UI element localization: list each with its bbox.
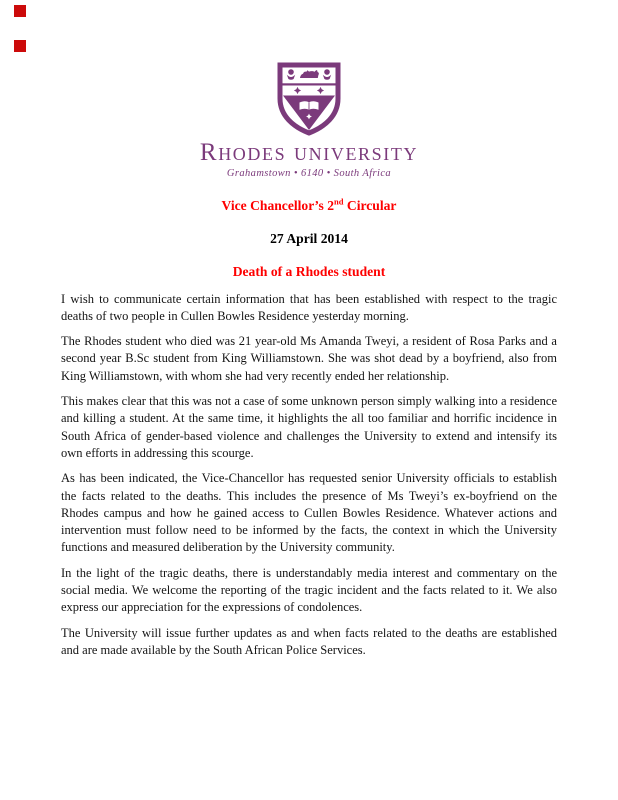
paragraph-context: This makes clear that this was not a case of some unknown person simply walking into a residence and killing a student. At the same time, it highlights the all too familiar and horrific incidence in South Africa of gender-based violence and challenges the University to extend and intensify its own efforts in addressing this scourge. bbox=[61, 394, 557, 460]
letter-body bbox=[61, 291, 557, 660]
university-tagline: Grahamstown • 6140 • South Africa bbox=[226, 168, 392, 179]
circular-title-ordinal: nd bbox=[334, 196, 344, 207]
circular-title-post: Circular bbox=[343, 197, 397, 213]
paragraph-intro: I wish to communicate certain information that has been established with respect to the tragic deaths of two people in Cullen Bowles Residence yesterday morning. bbox=[61, 291, 557, 323]
circular-title-pre: Vice Chancellor’s 2 bbox=[221, 197, 335, 213]
paragraph-investigation: As has been indicated, the Vice-Chancellor has requested senior University officials to establish the facts related to the deaths. This includes the presence of Ms Tweyi’s ex-boyfriend on the Rhodes campus and how he gained access to Cullen Bowles Residence. Whatever actions and intervention must follow need to be informed by the facts, the context in which the University functions and measured deliberation by the University community. bbox=[61, 471, 557, 555]
paragraph-updates: The University will issue further updates as and when facts related to the deaths are established and are made available by the South African Police Services. bbox=[61, 625, 557, 657]
letterhead bbox=[0, 0, 618, 180]
circular-date: 27 April 2014 bbox=[270, 230, 348, 246]
university-crest-icon bbox=[276, 61, 342, 136]
missing-image-marker-icon bbox=[14, 5, 26, 17]
circular-title bbox=[0, 196, 618, 213]
circular-subject: Death of a Rhodes student bbox=[232, 263, 386, 279]
paragraph-media: In the light of the tragic deaths, there is understandably media interest and commentary on the social media. We welcome the reporting of the tragic incident and the facts related to it. We also express our appreciation for the expressions of condolences. bbox=[61, 565, 557, 615]
university-wordmark: Rhodes university bbox=[199, 139, 419, 166]
paragraph-victim-details: The Rhodes student who died was 21 year-old Ms Amanda Tweyi, a resident of Rosa Parks and a second year B.Sc student from King Williamstown. She was shot dead by a boyfriend, also from King Williamstown, with whom she had very recently ended her relationship. bbox=[61, 334, 557, 383]
missing-image-marker-icon bbox=[14, 40, 26, 52]
